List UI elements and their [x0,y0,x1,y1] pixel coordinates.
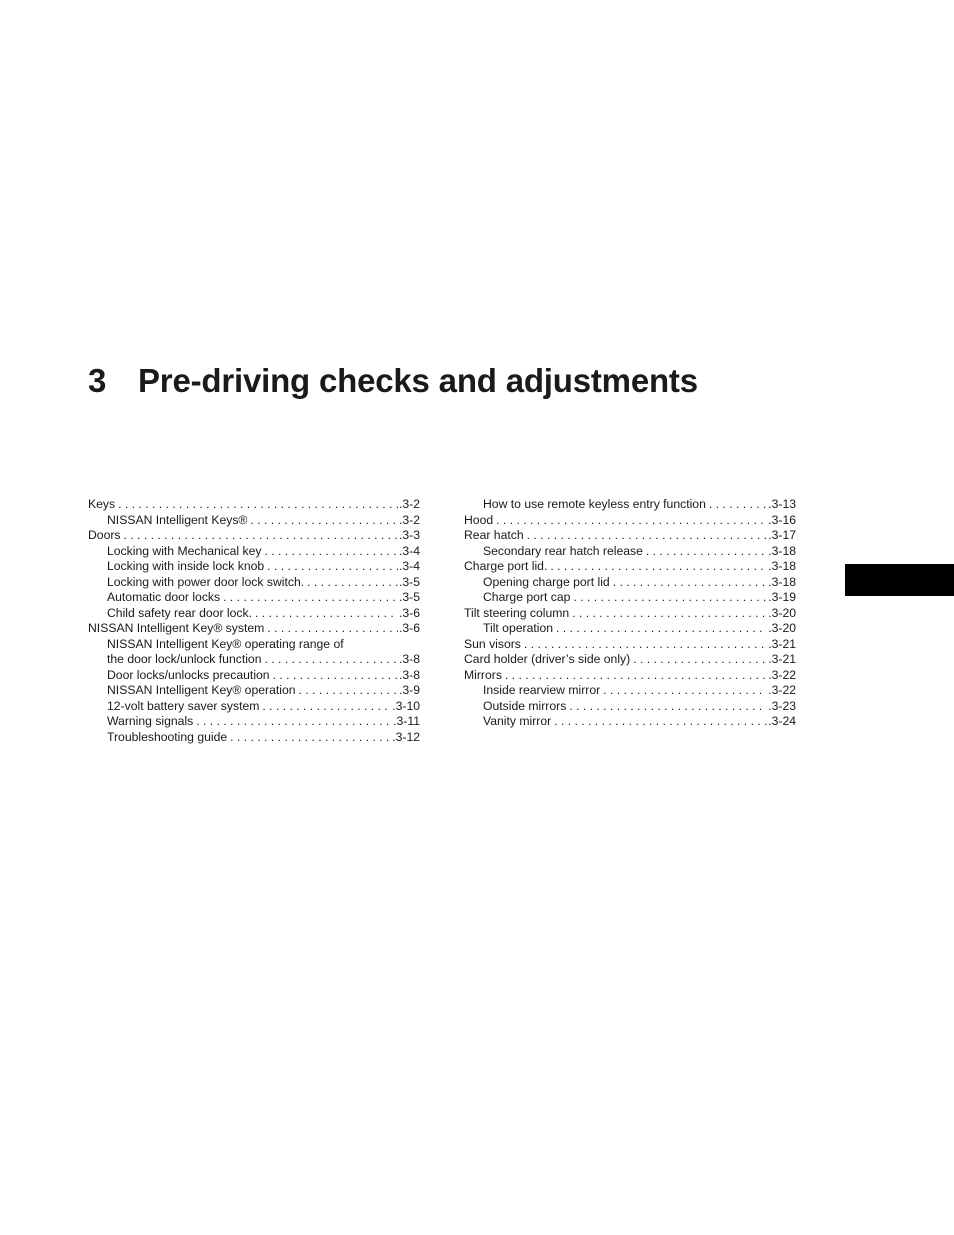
toc-dot-leader [267,621,398,637]
toc-dot-leader [496,513,767,529]
toc-entry-label: Automatic door locks [107,590,223,606]
toc-entry[interactable] [88,714,420,730]
toc-entry-page: .3-17 [768,528,796,542]
toc-entry[interactable] [88,528,420,544]
chapter-title-text: Pre-driving checks and adjustments [138,362,698,399]
toc-entry-page: .3-4 [398,559,420,573]
toc-entry[interactable] [88,544,420,560]
toc-entry[interactable] [464,699,796,715]
toc-dot-leader [230,730,391,746]
toc-dot-leader [262,699,391,715]
toc-entry-page: .3-20 [768,605,796,620]
toc-dot-leader [124,528,398,544]
toc-dot-leader [250,513,398,529]
toc-entry-page: .3-8 [398,652,420,666]
toc-entry[interactable] [88,668,420,684]
toc-entry-label: Opening charge port lid [483,575,613,591]
toc-entry-label: NISSAN Intelligent Key® system [88,621,267,637]
toc-entry[interactable] [464,528,796,544]
toc-entry-label: Secondary rear hatch release [483,544,646,560]
toc-entry-label: Sun visors [464,637,524,653]
toc-dot-leader [572,606,767,622]
toc-entry[interactable] [88,652,420,668]
toc-entry-label: Warning signals [107,714,196,730]
toc-entry-page: .3-5 [398,590,420,604]
toc-entry-label: Vanity mirror [483,714,554,730]
toc-entry-page: .3-4 [398,543,420,558]
toc-entry-page: .3-6 [398,605,420,620]
toc-dot-leader [633,652,767,668]
toc-dot-leader [264,652,398,668]
toc-entry-label: Doors [88,528,124,544]
toc-entry-page: .3-21 [768,652,796,666]
toc-dot-leader [273,668,398,684]
toc-dot-leader [255,606,398,622]
toc-entry-page: .3-10 [392,698,420,713]
toc-dot-leader [556,621,767,637]
toc-dot-leader [223,590,398,606]
chapter-number: 3 [88,362,107,399]
toc-dot-leader [505,668,767,684]
toc-right-column [464,497,796,730]
toc-entry-label: Keys [88,497,118,513]
toc-entry[interactable] [88,730,420,746]
toc-entry-page: .3-18 [768,574,796,589]
toc-entry-label: Mirrors [464,668,505,684]
toc-dot-leader [267,559,398,575]
toc-entry-page: .3-20 [768,621,796,635]
toc-entry-page: .3-3 [398,528,420,542]
toc-entry-page: .3-21 [768,636,796,651]
toc-entry-label: How to use remote keyless entry function [483,497,709,513]
toc-entry[interactable] [464,590,796,606]
toc-entry[interactable] [88,637,420,653]
toc-entry[interactable] [88,683,420,699]
toc-left-column [88,497,420,745]
toc-entry-page: .3-24 [768,714,796,728]
toc-dot-leader [118,497,398,513]
toc-entry-label: Locking with power door lock switch. [107,575,307,591]
toc-entry[interactable] [88,513,420,529]
toc-entry[interactable] [464,544,796,560]
toc-entry[interactable] [464,606,796,622]
toc-entry[interactable] [88,559,420,575]
toc-entry-label: 12-volt battery saver system [107,699,262,715]
toc-dot-leader [613,575,768,591]
toc-dot-leader [709,497,767,513]
toc-entry-page: .3-2 [398,512,420,527]
toc-dot-leader [527,528,768,544]
toc-entry-label: Child safety rear door lock. [107,606,255,622]
toc-entry[interactable] [88,497,420,513]
toc-entry[interactable] [464,683,796,699]
toc-entry-label: Hood [464,513,496,529]
toc-entry-page: .3-8 [398,667,420,682]
toc-entry[interactable] [464,559,796,575]
toc-dot-leader [264,544,398,560]
toc-entry-page: .3-2 [398,497,420,511]
toc-dot-leader [550,559,767,575]
toc-dot-leader [603,683,767,699]
toc-entry[interactable] [464,637,796,653]
toc-entry-page: .3-11 [393,714,420,728]
toc-entry-label: Outside mirrors [483,699,569,715]
toc-entry[interactable] [464,652,796,668]
toc-entry[interactable] [88,575,420,591]
toc-entry-page: .3-5 [398,574,420,589]
toc-entry-label: NISSAN Intelligent Keys® [107,513,250,529]
toc-entry[interactable] [464,513,796,529]
toc-dot-leader [646,544,767,560]
toc-entry[interactable] [464,668,796,684]
toc-entry-label: Inside rearview mirror [483,683,603,699]
toc-dot-leader [196,714,392,730]
toc-entry[interactable] [88,606,420,622]
toc-entry-label: Charge port lid. [464,559,550,575]
toc-entry-page: .3-23 [768,698,796,713]
toc-entry-page: .3-12 [392,729,420,744]
toc-entry-label: Locking with inside lock knob [107,559,267,575]
toc-entry-label: Rear hatch [464,528,527,544]
toc-entry[interactable] [464,497,796,513]
toc-entry[interactable] [88,699,420,715]
toc-entry-page: .3-18 [768,543,796,558]
toc-dot-leader [299,683,398,699]
toc-entry-page: .3-18 [768,559,796,573]
toc-entry-label: Door locks/unlocks precaution [107,668,273,684]
toc-entry-page: .3-13 [768,497,796,511]
toc-entry[interactable] [88,590,420,606]
toc-dot-leader [524,637,767,653]
chapter-tab-marker [845,564,954,596]
toc-entry-page: .3-19 [768,590,796,604]
toc-entry-label: Charge port cap [483,590,573,606]
toc-entry-page: .3-9 [398,683,420,697]
toc-entry-label: Locking with Mechanical key [107,544,264,560]
toc-dot-leader [573,590,767,606]
toc-entry-page: .3-6 [398,621,420,635]
toc-entry-page: .3-22 [768,667,796,682]
toc-entry-label: the door lock/unlock function [107,652,264,668]
toc-entry[interactable] [464,575,796,591]
toc-entry-page: .3-16 [768,512,796,527]
toc-entry-label: Tilt operation [483,621,556,637]
toc-dot-leader [569,699,767,715]
toc-dot-leader [554,714,767,730]
toc-entry[interactable] [88,621,420,637]
toc-entry[interactable] [464,621,796,637]
toc-entry-label: Card holder (driver’s side only) [464,652,633,668]
toc-entry-label: NISSAN Intelligent Key® operation [107,683,299,699]
toc-entry-label: NISSAN Intelligent Key® operating range of [107,636,344,651]
toc-entry-label: Troubleshooting guide [107,730,230,746]
chapter-title [88,359,698,403]
toc-entry[interactable] [464,714,796,730]
toc-entry-page: .3-22 [768,683,796,697]
toc-dot-leader [307,575,398,591]
toc-entry-label: Tilt steering column [464,606,572,622]
